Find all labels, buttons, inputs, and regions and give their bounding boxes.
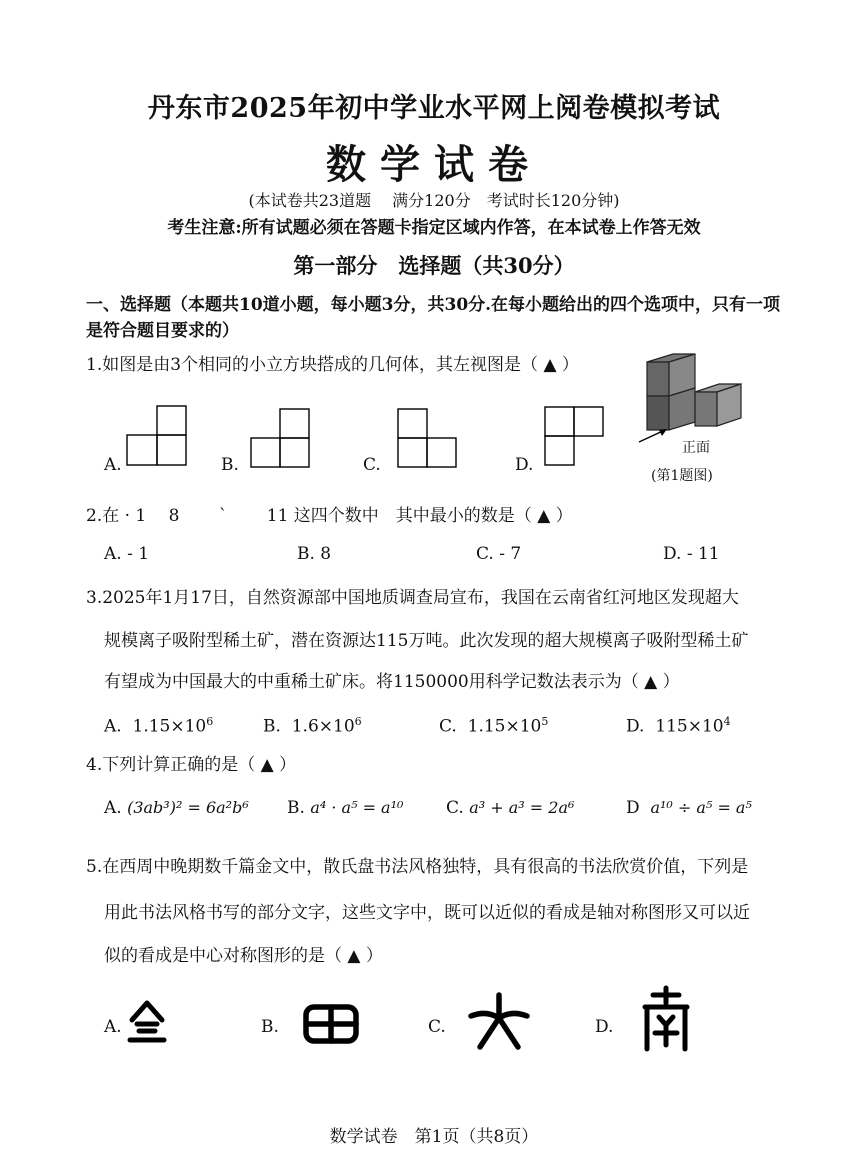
q3-stem-line3: 有望成为中国最大的中重稀土矿床。将1150000用科学记数法表示为（ ▲ ） [104, 672, 680, 692]
q2-option-c: C. - 7 [476, 544, 522, 564]
page-footer: 数学试卷 第1页（共8页） [329, 1127, 539, 1147]
q1-option-a-figure [126, 405, 188, 467]
exam-title: 丹东市2025年初中学业水平网上阅卷模拟考试 [147, 93, 721, 124]
q3-stem-line1: 3.2025年1月17日，自然资源部中国地质调查局宣布，我国在云南省红河地区发现超大 [86, 588, 739, 608]
q5-option-d-label: D. [595, 1017, 614, 1037]
q4-option-b: B. a⁴ · a⁵ = a¹⁰ [287, 798, 404, 818]
q5-option-b-glyph [302, 1003, 360, 1045]
q2-option-a: A. - 1 [104, 544, 150, 564]
q4-option-c: C. a³ + a³ = 2a⁶ [446, 798, 575, 818]
q1-option-b-figure [250, 408, 312, 470]
q1-front-label: 正面 [682, 440, 710, 456]
q1-option-b-label: B. [221, 455, 239, 475]
exam-subject: 数学试卷 [326, 141, 542, 188]
q1-option-a-label: A. [104, 455, 122, 475]
q2-stem: 2.在 · 1 8 ` 11 这四个数中 其中最小的数是（ ▲ ） [86, 506, 573, 526]
q4-stem: 4.下列计算正确的是（ ▲ ） [86, 755, 297, 775]
q1-stem: 1.如图是由3个相同的小立方块搭成的几何体，其左视图是（ ▲ ） [86, 355, 579, 375]
q5-option-b-label: B. [261, 1017, 279, 1037]
q3-option-c: C. $1.15\times 10^5$ [439, 715, 549, 737]
q1-figure [625, 350, 755, 450]
exam-notice: 考生注意:所有试题必须在答题卡指定区域内作答，在本试卷上作答无效 [167, 218, 701, 238]
q2-option-d: D. - 11 [663, 544, 720, 564]
q5-stem-line3: 似的看成是中心对称图形的是（ ▲ ） [104, 946, 383, 966]
q1-option-d-label: D. [515, 455, 534, 475]
q5-stem-line2: 用此书法风格书写的部分文字，这些文字中，既可以近似的看成是轴对称图形又可以近 [104, 903, 750, 923]
q3-option-a: A. $1.15\times 10^6$ [104, 715, 214, 737]
q5-option-a-glyph [127, 1000, 167, 1044]
q5-option-d-glyph [637, 985, 695, 1053]
q3-option-d: D. $115\times 10^4$ [626, 715, 731, 737]
q1-figure-caption: (第1题图) [651, 468, 713, 484]
q5-stem-line1: 5.在西周中晚期数千篇金文中，散氏盘书法风格独特，具有很高的书法欣赏价值，下列是 [86, 857, 749, 877]
q5-option-a-label: A. [104, 1017, 122, 1037]
part-heading: 第一部分 选择题（共30分） [293, 253, 575, 278]
q5-option-c-label: C. [428, 1017, 446, 1037]
section-instructions: 一、选择题（本题共10道小题，每小题3分，共30分.在每小题给出的四个选项中，只有一项是符合题目要求的） [86, 295, 781, 341]
q2-option-b: B. 8 [297, 544, 332, 564]
q4-option-d: D a¹⁰ ÷ a⁵ = a⁵ [626, 798, 752, 818]
q5-option-c-glyph [466, 992, 532, 1052]
exam-info: (本试卷共23道题 满分120分 考试时长120分钟) [248, 191, 620, 210]
q3-option-b: B. $1.6\times 10^6$ [263, 715, 362, 737]
q1-option-c-figure [397, 408, 459, 470]
q1-option-d-figure [544, 406, 606, 468]
q3-stem-line2: 规模离子吸附型稀土矿，潜在资源达115万吨。此次发现的超大规模离子吸附型稀土矿 [104, 631, 749, 651]
q4-option-a: A. (3ab³)² = 6a²b⁶ [104, 798, 249, 818]
q1-option-c-label: C. [363, 455, 381, 475]
